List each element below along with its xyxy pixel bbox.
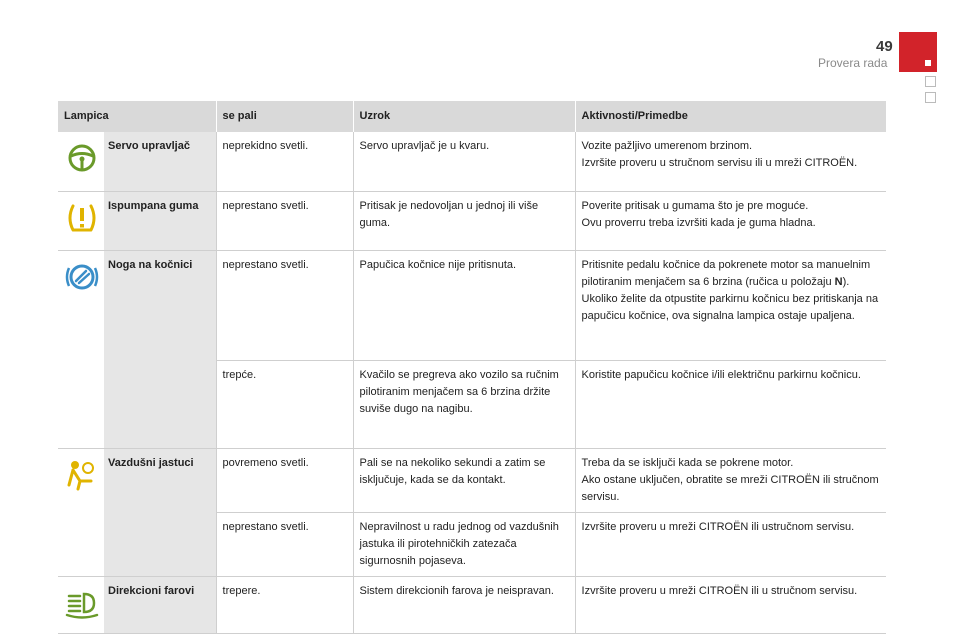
action-line: Ukoliko želite da otpustite parkirnu kočnicu bez pritiskanja na papučicu kočnice, ova signalna lampica ostaje upaljena. [581, 292, 879, 322]
lamp-icon-cell [58, 132, 104, 191]
lamp-action [575, 250, 886, 360]
action-line: Izvršite proveru u mreži CITROËN ili ustručnom servisu. [581, 520, 855, 533]
lamp-state: neprestano svetli. [216, 512, 353, 576]
header-uzrok: Uzrok [353, 101, 575, 132]
action-line: Koristite papučicu kočnice i/ili električnu parkirnu kočnicu. [581, 368, 861, 381]
section-tab-marker [899, 32, 937, 72]
nav-box-1 [925, 76, 936, 87]
action-line: Izvršite proveru u stručnom servisu ili u mreži CITROËN. [581, 157, 858, 169]
action-line: Pritisnite pedalu kočnice da pokrenete motor sa manuelnim pilotiranim menjačem sa 6 brzina (ručica u položaju N). [581, 258, 871, 288]
lamp-action [575, 576, 886, 633]
airbag-icon [64, 457, 100, 493]
lamp-name: Noga na kočnici [104, 250, 216, 448]
lamp-icon-cell [58, 250, 104, 448]
section-title: Provera rada [818, 56, 888, 70]
lamp-cause: Kvačilo se pregreva ako vozilo sa ručnim pilotiranim menjačem sa 6 brzina držite suviše dugo na nagibu. [353, 360, 575, 448]
action-line: Treba da se isključi kada se pokrene motor. [581, 456, 794, 469]
table-row [58, 132, 886, 191]
action-line: Ako ostane uključen, obratite se mreži CITROËN ili stručnom servisu. [581, 473, 879, 503]
header-se-pali: se pali [216, 101, 353, 132]
lamp-action [575, 512, 886, 576]
lamp-state: neprekidno svetli. [216, 132, 353, 191]
table-row [58, 576, 886, 633]
page-number: 49 [876, 38, 893, 55]
table-row [58, 250, 886, 360]
lamp-action [575, 191, 886, 250]
action-line: Poverite pritisak u gumama što je pre moguće. [581, 199, 809, 212]
table-header-row [58, 101, 886, 132]
table-row [58, 191, 886, 250]
steering-wheel-icon [64, 140, 100, 176]
nav-box-2 [925, 92, 936, 103]
table-row [58, 448, 886, 512]
lamp-cause: Pritisak je nedovoljan u jednoj ili više guma. [353, 191, 575, 250]
lamp-name: Vazdušni jastuci [104, 448, 216, 576]
lamp-state: trepere. [216, 576, 353, 633]
lamp-cause: Sistem direkcionih farova je neispravan. [353, 576, 575, 633]
lamp-cause: Pali se na nekoliko sekundi a zatim se isključuje, kada se da kontakt. [353, 448, 575, 512]
lamp-name: Servo upravljač [104, 132, 216, 191]
header-lampica: Lampica [58, 101, 216, 132]
lamp-cause: Nepravilnost u radu jednog od vazdušnih jastuka ili pirotehničkih zatezača sigurnosnih pojaseva. [353, 512, 575, 576]
tyre-pressure-icon [64, 200, 100, 236]
lamp-cause: Servo upravljač je u kvaru. [353, 132, 575, 191]
lamp-state: neprestano svetli. [216, 191, 353, 250]
action-line: Vozite pažljivo umerenom brzinom. [581, 140, 753, 152]
lamp-state: povremeno svetli. [216, 448, 353, 512]
action-line: Ovu proverru treba izvršiti kada je guma hladna. [581, 216, 816, 229]
directional-headlamps-icon [64, 585, 100, 621]
lamp-state: neprestano svetli. [216, 250, 353, 360]
lamp-name: Ispumpana guma [104, 191, 216, 250]
header-aktivnosti: Aktivnosti/Primedbe [575, 101, 886, 132]
lamp-icon-cell [58, 191, 104, 250]
foot-on-brake-icon [64, 259, 100, 295]
lamp-icon-cell [58, 448, 104, 576]
warning-lamps-table [58, 101, 886, 634]
lamp-action [575, 360, 886, 448]
gear-position: N [834, 275, 843, 288]
lamp-icon-cell [58, 576, 104, 633]
lamp-action [575, 448, 886, 512]
lamp-name: Direkcioni farovi [104, 576, 216, 633]
tab-dot [925, 60, 931, 66]
lamp-action [575, 132, 886, 191]
action-line: Izvršite proveru u mreži CITROËN ili u stručnom servisu. [581, 584, 858, 597]
lamp-cause: Papučica kočnice nije pritisnuta. [353, 250, 575, 360]
lamp-state: trepće. [216, 360, 353, 448]
